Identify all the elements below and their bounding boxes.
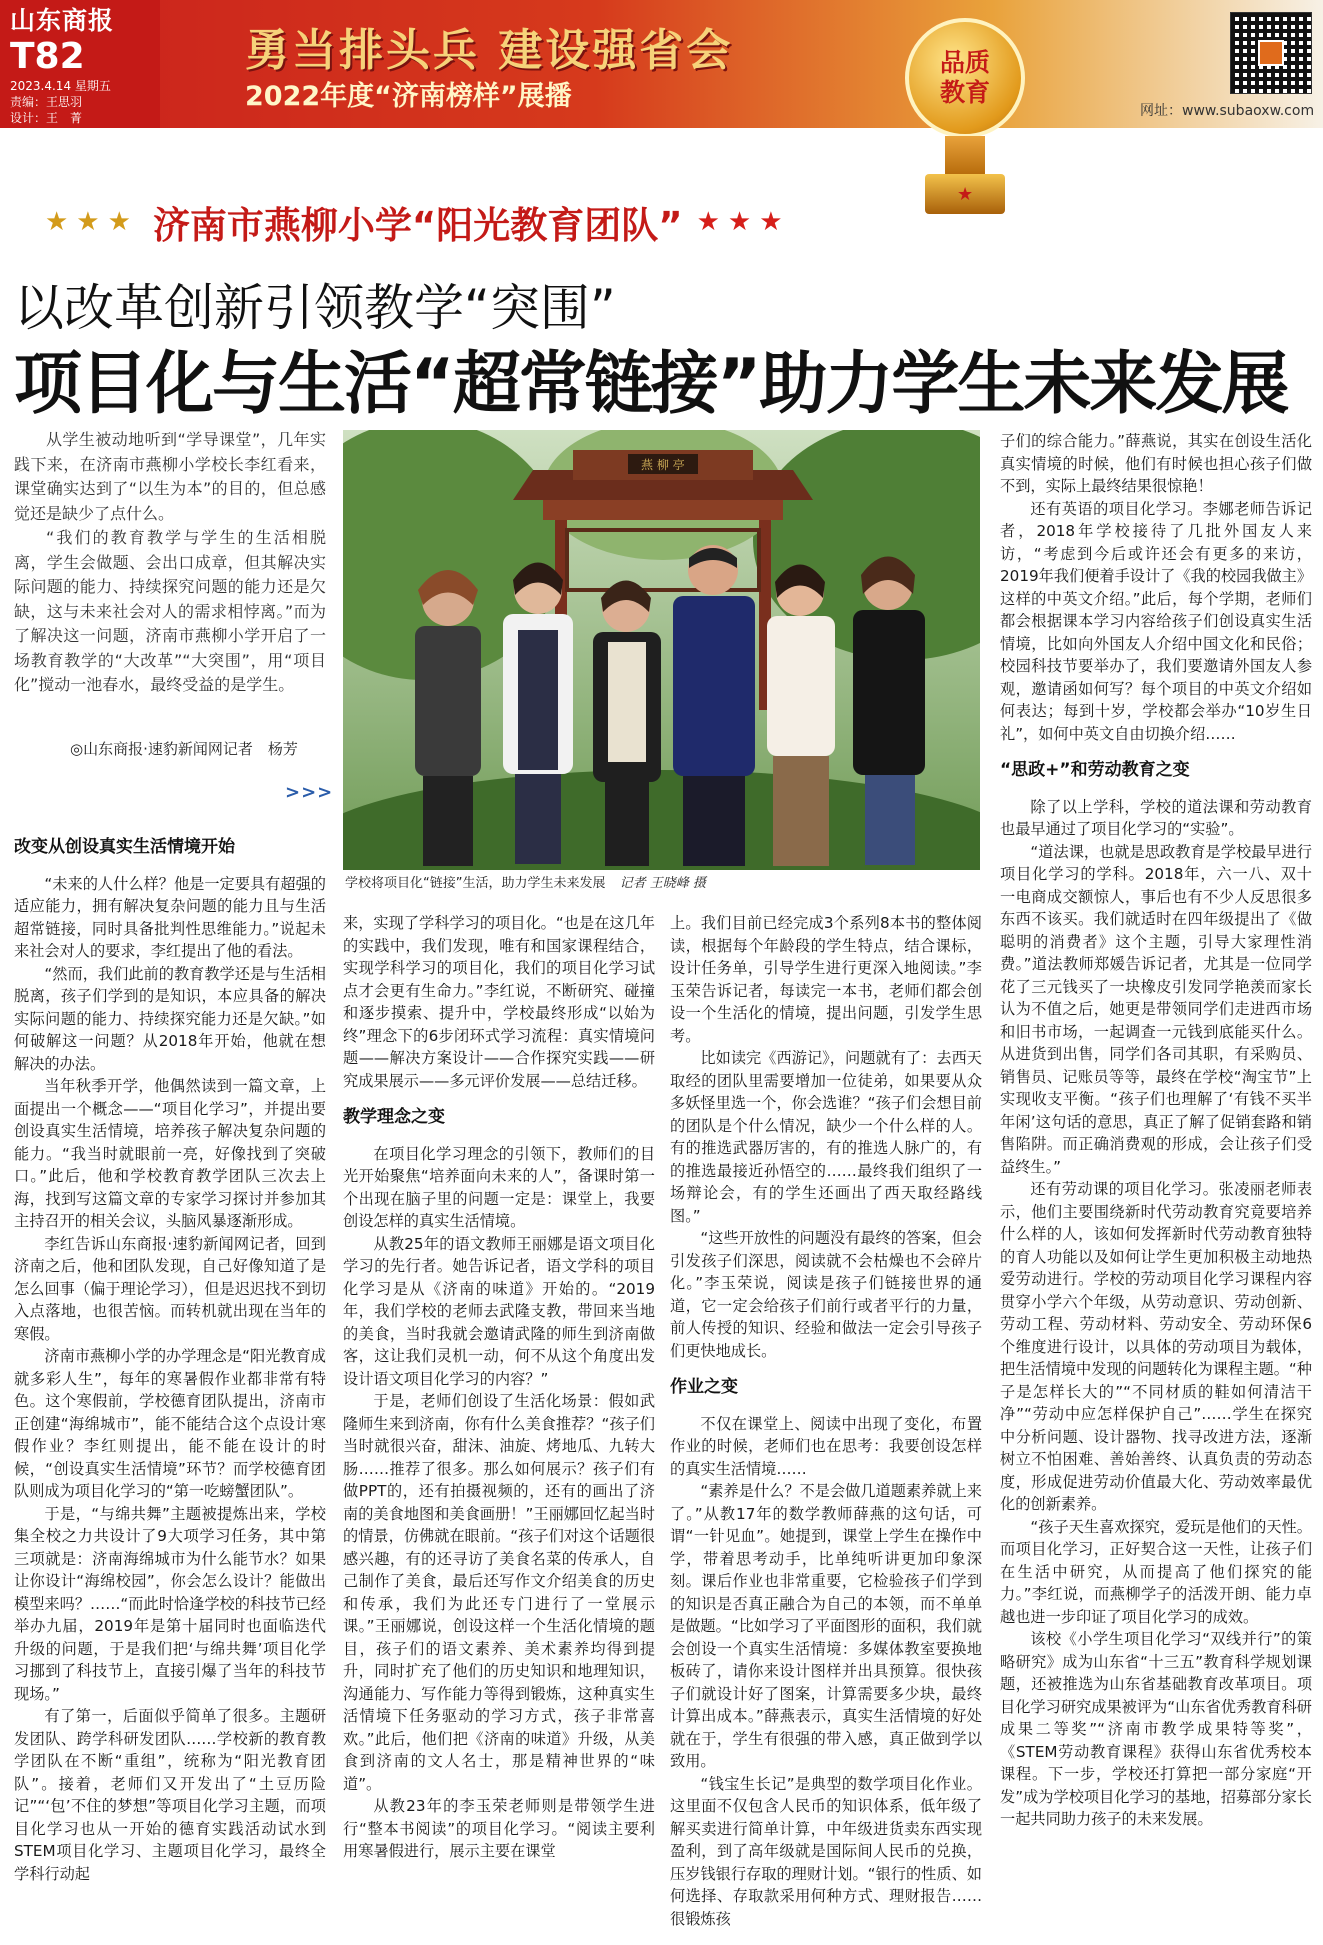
paragraph: “孩子天生喜欢探究，爱玩是他们的天性。而项目化学习，正好契合这一天性，让孩子们在生活中研究，从而提高了他们探究的能力。”李红说，而燕柳学子的活泼开朗、能力卓越也进一步印证了项目化学习的成效。 — [1000, 1517, 1312, 1626]
team-banner — [45, 198, 885, 246]
trophy-badge — [905, 18, 1025, 233]
section-title: “思政+”和劳动教育之变 — [1000, 760, 1190, 780]
paragraph: 于是，老师们创设了生活化场景：假如武隆师生来到济南，你有什么美食推荐？“孩子们当时就很兴奋，甜沫、油旋、烤地瓜、九转大肠……推荐了很多。那么如何展示？孩子们有做PPT的，还有拍摄视频的，还有的画出了济南的美食地图和美食画册！”王丽娜回忆起当时的情景，仿佛就在眼前。“孩子们对这个话题很感兴趣，有的还寻访了美食名菜的传承人，自己制作了美食，最后还写作文介绍美食的历史和传承，我们为此还专门进行了一堂展示课。”王丽娜说，创设这样一个生活化情境的题目，孩子们的语文素养、美术素养均得到提升，同时扩充了他们的历史知识和地理知识，沟通能力、写作能力等得到锻炼，这种真实生活情境下任务驱动的学习方式，孩子非常喜欢。”此后，他们把《济南的味道》升级，从美食到济南的文人名士，那是精神世界的“味道”。 — [343, 1392, 655, 1793]
article-column-4 — [1000, 430, 1312, 1831]
article-column-2 — [343, 912, 655, 1863]
paragraph: “钱宝生长记”是典型的数学项目化作业。这里面不仅包含人民币的知识体系，低年级了解买卖进行简单计算，中年级进货卖东西实现盈利，到了高年级就是国际间人民币的兑换，压岁钱银行存取的理财计划。“银行的性质、如何选择、存取款采用何种方式、理财报告……很锻炼孩 — [670, 1774, 982, 1928]
paragraph: “然而，我们此前的教育教学还是与生活相脱离，孩子们学到的是知识，本应具备的解决实际问题的能力、持续探究能力还是欠缺。”如何破解这一问题？从2018年开始，他就在想解决的办法。 — [14, 964, 326, 1073]
team-photo — [343, 430, 980, 870]
photo-caption — [345, 872, 706, 891]
page-number: T82 — [10, 36, 85, 77]
article-intro — [14, 428, 326, 698]
section-title: 教学理念之变 — [343, 1107, 445, 1127]
editor-credit: 责编：王思羽 — [10, 95, 83, 109]
intro-paragraph: “我们的教育教学与学生的生活相脱离，学生会做题、会出口成章，但其解决实际问题的能力、持续探究问题的能力还是欠缺，这与未来社会对人的需求相悖离。”而为了解决这一问题，济南市燕柳小学开启了一场教育教学的“大改革”“大突围”，用“项目化”搅动一池春水，最终受益的是学生。 — [14, 528, 326, 694]
paragraph: “这些开放性的问题没有最终的答案，但会引发孩子们深思，阅读就不会枯燥也不会碎片化。”李玉荣说，阅读是孩子们链接世界的通道，它一定会给孩子们前行或者平行的力量，前人传授的知识、经验和做法一定会引导孩子们更快地成长。 — [670, 1229, 982, 1360]
paragraph: 济南市燕柳小学的办学理念是“阳光教育成就多彩人生”，每年的寒暑假作业都非常有特色。这个寒假前，学校德育团队提出，济南市正创建“海绵城市”，能不能结合这个点设计寒假作业？李红则提出，能不能在设计的时候，“创设真实生活情境”环节？而学校德育团队则成为项目化学习的“第一吃螃蟹团队”。 — [14, 1347, 326, 1500]
paragraph: 该校《小学生项目化学习“双线并行”的策略研究》成为山东省“十三五”教育科学规划课题，还被推选为山东省基础教育改革项目。项目化学习研究成果被评为“山东省优秀教育科研成果二等奖”“济南市教学成果特等奖”，《STEM劳动教育课程》获得山东省优秀校本课程。下一步，学校还打算把一部分家庭“开发”成为学校项目化学习的基地，招募部分家长一起共同助力孩子的未来发展。 — [1000, 1630, 1312, 1828]
paragraph: 上。我们目前已经完成3个系列8本书的整体阅读，根据每个年龄段的学生特点，结合课标，设计任务单，引导学生进行更深入地阅读。”李玉荣告诉记者，每读完一本书，老师们都会创设一个生活化的情境，提出问题，引发学生思考。 — [670, 914, 982, 1045]
trophy-stem — [945, 136, 985, 176]
qr-logo-icon — [1258, 40, 1284, 66]
star-icon: ★ — [957, 184, 974, 205]
paragraph: 有了第一，后面似乎简单了很多。主题研发团队、跨学科研发团队……学校新的教育教学团队在不断“重组”，统称为“阳光教育团队”。接着，老师们又开发出了“土豆历险记”“‘包’不住的梦想”等项目化学习主题，而项目化学习也从一开始的德育实践活动试水到STEM项目化学习、主题项目化学习，最终全学科行动起 — [14, 1707, 326, 1883]
masthead-left-block — [0, 0, 160, 128]
masthead-subtitle: 2022年度“济南榜样”展播 — [245, 81, 572, 112]
paragraph: 不仅在课堂上、阅读中出现了变化，布置作业的时候，老师们也在思考：我要创设怎样的真实生活情境…… — [670, 1414, 982, 1478]
photo-credit: 记者 王晓峰 摄 — [619, 876, 706, 891]
section-title: 作业之变 — [670, 1377, 738, 1397]
article-headline: 项目化与生活“超常链接”助力学生未来发展 — [14, 345, 1288, 424]
article-kicker: 以改革创新引领教学“突围” — [14, 279, 616, 337]
trophy-cup-icon — [905, 18, 1025, 138]
website-url[interactable]: 网址：www.subaoxw.com — [1140, 103, 1315, 119]
paragraph: 当年秋季开学，他偶然读到一篇文章，上面提出一个概念——“项目化学习”，并提出要创设真实生活情境，培养孩子解决复杂问题的能力。“我当时就眼前一亮，好像找到了突破口。”此后，他和学校教育教学团队三次去上海，找到写这篇文章的专家学习探讨并参加其主持召开的相关会议，头脑风暴逐渐形成。 — [14, 1077, 326, 1230]
badge-label: 品质教育 — [939, 48, 990, 107]
paragraph: 于是，“与绵共舞”主题被提炼出来，学校集全校之力共设计了9大项学习任务，其中第三项就是：济南海绵城市为什么能节水？如果让你设计“海绵校园”，你会怎么设计？能做出模型来吗？……“而此时恰逢学校的科技节已经举办九届，2019年是第十届同时也面临迭代升级的问题，于是我们把‘与绵共舞’项目化学习挪到了科技节上，直接引爆了当年的科技节现场。” — [14, 1504, 326, 1703]
paper-name: 山东商报 — [10, 6, 115, 35]
team-photo-illustration — [343, 430, 980, 870]
photo-caption-text: 学校将项目化“链接”生活，助力学生未来发展 — [345, 876, 606, 891]
team-title: 济南市燕柳小学“阳光教育团队” — [152, 204, 683, 247]
masthead-slogan: 勇当排头兵 建设强省会 — [245, 25, 734, 76]
paragraph: 从教23年的李玉荣老师则是带领学生进行“整本书阅读”的项目化学习。“阅读主要利用寒暑假进行，展示主要在课堂 — [343, 1797, 655, 1860]
issue-date: 2023.4.14 星期五 — [10, 79, 111, 93]
stars-right-icon: ★★★ — [696, 207, 791, 237]
paragraph: “未来的人什么样？他是一定要具有超强的适应能力，拥有解决复杂问题的能力且与生活超常链接，同时具备批判性思维能力。”说起未来社会对人的要求，李红提出了他的看法。 — [14, 874, 326, 960]
paragraph: 子们的综合能力。”薛燕说，其实在创设生活化真实情境的时候，他们有时候也担心孩子们做不到，实际上最终结果很惊艳！ — [1000, 432, 1312, 495]
article-column-1 — [14, 826, 326, 1885]
designer-credit: 设计：王 菁 — [10, 111, 83, 125]
paragraph: “道法课，也就是思政教育是学校最早进行项目化学习的学科。2018年，六一八、双十一电商成交额惊人，事后也有不少人反思很多东西不该买。我们就适时在四年级提出了《做聪明的消费者》这个主题，引导大家理性消费。”道法教师郑媛告诉记者，尤其是一位同学花了三元钱买了一块橡皮引发同学艳羡而家长认为不值之后，她更是带领同学们走进西市场和旧书市场，一起调查一元钱到底能买什么。从进货到出售，同学们各司其职，有采购员、销售员、记账员等等，最终在学校“淘宝节”上实现收支平衡。“孩子们也理解了‘有钱不买半年闲’这句话的意思，真正了解了促销套路和销售陷阱。而正确消费观的形成，会让孩子们受益终生。” — [1000, 842, 1312, 1176]
svg-text:燕 柳 亭: 燕 柳 亭 — [641, 458, 685, 472]
paragraph: “素养是什么？不是会做几道题素养就上来了。”从教17年的数学教师薛燕的这句话，可谓“一针见血”。她提到，课堂上学生在操作中学，带着思考动手，比单纯听讲更加印象深刻。课后作业也非常重要，它检验孩子们学到的知识是否真正融合为自己的本领，而不单单是做题。“比如学习了平面图形的面积，我们就会创设一个真实生活情境：多媒体教室要换地板砖了，请你来设计图样并出具预算。很快孩子们就设计好了图案，计算需要多少块，最终计算出成本。”薛燕表示，真实生活情境的好处就在于，学生有很强的带入感，真正做到学以致用。 — [670, 1482, 982, 1770]
article-byline: ◎山东商报·速豹新闻网记者 杨芳 — [70, 740, 298, 758]
article-column-3 — [670, 912, 982, 1930]
paragraph: 比如读完《西游记》，问题就有了：去西天取经的团队里需要增加一位徒弟，如果要从众多妖怪里选一个，你会选谁？“孩子们会想目前的团队是个什么情况，缺少一个什么样的人。有的推选武器厉害的，有的推选人脉广的，有的推选最接近孙悟空的……最终我们组织了一场辩论会，有的学生还画出了西天取经路线图。” — [670, 1049, 982, 1225]
paragraph: 在项目化学习理念的引领下，教师们的目光开始聚焦“培养面向未来的人”，备课时第一个出现在脑子里的问题一定是：课堂上，我要创设怎样的真实生活情境。 — [343, 1144, 655, 1230]
section-title: 改变从创设真实生活情境开始 — [14, 837, 235, 857]
stars-left-icon: ★★★ — [45, 207, 139, 237]
paragraph: 从教25年的语文教师王丽娜是语文项目化学习的先行者。她告诉记者，语文学科的项目化学习是从《济南的味道》开始的。“2019年，我们学校的老师去武隆支教，带回来当地的美食，当时我就会邀请武隆的师生到济南做客，这让我们灵机一动，何不从这个角度出发设计语文项目化学习的内容？” — [343, 1234, 655, 1388]
paragraph: 还有英语的项目化学习。李娜老师告诉记者，2018年学校接待了几批外国友人来访，“考虑到今后或许还会有更多的来访，2019年我们便着手设计了《我的校园我做主》这样的中英文介绍。”此后，每个学期，老师们都会根据课本学习内容给孩子们创设真实生活情境，比如向外国友人介绍中国文化和民俗；校园科技节要举办了，我们要邀请外国友人参观，邀请函如何写？每个项目的中英文介绍如何表达；每到十岁，学校都会举办“10岁生日礼”，如何中英文自由切换介绍…… — [1000, 499, 1313, 743]
paragraph: 李红告诉山东商报·速豹新闻网记者，回到济南之后，他和团队发现，自己好像知道了是怎么回事（偏于理论学习），但是迟迟找不到切入点落地，也很苦恼。而转机就出现在当年的寒假。 — [14, 1234, 326, 1343]
intro-paragraph: 从学生被动地听到“学导课堂”，几年实践下来，在济南市燕柳小学校长李红看来，课堂确实达到了“以生为本”的目的，但总感觉还是缺少了点什么。 — [14, 430, 326, 523]
continue-arrows-icon: >>> — [285, 782, 334, 803]
paragraph: 除了以上学科，学校的道法课和劳动教育也最早通过了项目化学习的“实验”。 — [1000, 797, 1312, 838]
paragraph: 还有劳动课的项目化学习。张凌丽老师表示，他们主要围绕新时代劳动教育究竟要培养什么样的人，该如何发挥新时代劳动教育独特的育人功能以及如何让学生更加积极主动地热爱劳动进行。学校的劳动项目化学习课程内容贯穿小学六个年级，从劳动意识、劳动创新、劳动工程、劳动材料、劳动安全、劳动环保6个维度进行设计，以具体的劳动项目为载体，把生活情境中发现的问题转化为课程主题。“种子是怎样长大的”“不同材质的鞋如何清洁干净”“劳动中应怎样保护自己”……学生在探究中分析问题、设计器物、找寻改进方法，逐渐树立不怕困难、善始善终、认真负责的劳动态度，形成促进劳动价值最大化、劳动效率最优化的创新素养。 — [1000, 1180, 1312, 1513]
paragraph: 来，实现了学科学习的项目化。“也是在这几年的实践中，我们发现，唯有和国家课程结合，实现学科学习的项目化，我们的项目化学习试点才会更有生命力。”李红说，不断研究、碰撞和逐步摸索、提升中，学校最终形成“以始为终”理念下的6步闭环式学习流程：真实情境问题——解决方案设计——合作探究实践——研究成果展示——多元评价发展——总结迁移。 — [343, 914, 655, 1090]
